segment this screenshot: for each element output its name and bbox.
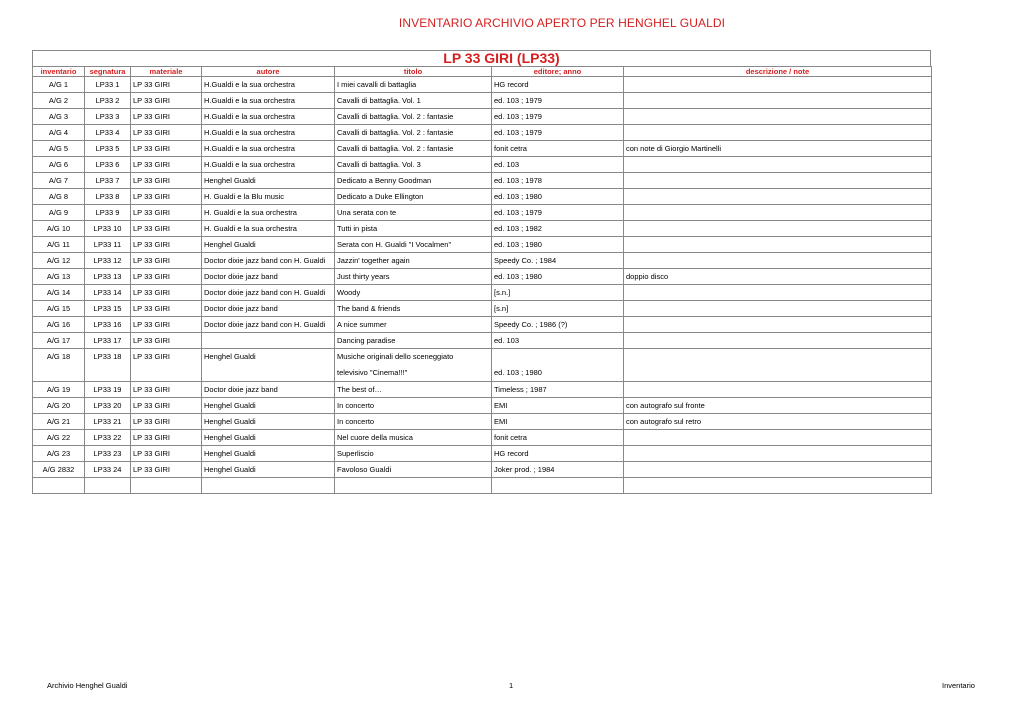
cell-note: con note di Giorgio Martinelli [624,141,932,157]
cell-editore-anno: [s.n] [492,301,624,317]
cell-inventario: A/G 20 [33,398,85,414]
cell-segnatura: LP33 21 [85,414,131,430]
table-row [33,253,932,269]
cell-materiale: LP 33 GIRI [131,317,202,333]
cell-titolo: Cavalli di battaglia. Vol. 3 [335,157,492,173]
cell-note [624,430,932,446]
cell-segnatura: LP33 10 [85,221,131,237]
cell-materiale: LP 33 GIRI [131,349,202,382]
table-row [33,301,932,317]
cell-titolo: Nel cuore della musica [335,430,492,446]
cell-note: con autografo sul retro [624,414,932,430]
cell-segnatura: LP33 19 [85,382,131,398]
table-row [33,157,932,173]
cell-editore-anno: ed. 103 ; 1978 [492,173,624,189]
cell-materiale: LP 33 GIRI [131,125,202,141]
cell-inventario: A/G 1 [33,77,85,93]
table-row [33,237,932,253]
cell-materiale: LP 33 GIRI [131,333,202,349]
cell-segnatura [85,478,131,494]
cell-note [624,237,932,253]
cell-inventario: A/G 17 [33,333,85,349]
cell-note [624,478,932,494]
table-row [33,382,932,398]
cell-segnatura: LP33 17 [85,333,131,349]
cell-inventario: A/G 9 [33,205,85,221]
cell-inventario [33,478,85,494]
cell-titolo [335,478,492,494]
footer-section: Inventario [942,681,975,690]
cell-segnatura: LP33 7 [85,173,131,189]
cell-titolo: Cavalli di battaglia. Vol. 1 [335,93,492,109]
cell-materiale: LP 33 GIRI [131,237,202,253]
cell-note [624,189,932,205]
cell-materiale: LP 33 GIRI [131,173,202,189]
column-header-materiale: materiale [131,67,202,77]
cell-editore-anno [492,349,624,382]
cell-autore: Henghel Gualdi [202,173,335,189]
cell-note: con autografo sul fronte [624,398,932,414]
cell-materiale: LP 33 GIRI [131,430,202,446]
cell-titolo: Woody [335,285,492,301]
cell-editore-anno: ed. 103 ; 1980 [492,189,624,205]
cell-inventario: A/G 10 [33,221,85,237]
cell-inventario: A/G 7 [33,173,85,189]
table-row [33,285,932,301]
cell-materiale: LP 33 GIRI [131,205,202,221]
cell-autore: H.Gualdi e la sua orchestra [202,141,335,157]
cell-segnatura: LP33 9 [85,205,131,221]
cell-materiale: LP 33 GIRI [131,221,202,237]
cell-titolo: Jazzin' together again [335,253,492,269]
cell-materiale [131,478,202,494]
cell-segnatura: LP33 18 [85,349,131,382]
column-header-descrizione-note: descrizione / note [624,67,932,77]
cell-autore: H. Gualdi e la sua orchestra [202,221,335,237]
table-row [33,125,932,141]
cell-note [624,253,932,269]
cell-note [624,317,932,333]
cell-line: televisivo "Cinema!!!" [337,368,408,377]
inventory-sheet [32,50,931,494]
cell-autore: Doctor dixie jazz band con H. Gualdi [202,253,335,269]
cell-segnatura: LP33 11 [85,237,131,253]
cell-materiale: LP 33 GIRI [131,462,202,478]
cell-titolo: Dedicato a Duke Ellington [335,189,492,205]
cell-materiale: LP 33 GIRI [131,446,202,462]
cell-note [624,301,932,317]
cell-segnatura: LP33 4 [85,125,131,141]
cell-inventario: A/G 4 [33,125,85,141]
cell-inventario: A/G 2832 [33,462,85,478]
cell-inventario: A/G 21 [33,414,85,430]
sheet-title: LP 33 GIRI (LP33) [443,50,560,66]
cell-materiale: LP 33 GIRI [131,398,202,414]
cell-materiale: LP 33 GIRI [131,93,202,109]
cell-autore: Doctor dixie jazz band [202,301,335,317]
cell-line: ed. 103 ; 1980 [494,368,542,377]
cell-editore-anno: [s.n.] [492,285,624,301]
cell-inventario: A/G 14 [33,285,85,301]
cell-materiale: LP 33 GIRI [131,157,202,173]
cell-editore-anno: EMI [492,414,624,430]
cell-editore-anno: ed. 103 ; 1980 [492,237,624,253]
column-header-segnatura: segnatura [85,67,131,77]
cell-autore: Doctor dixie jazz band [202,269,335,285]
table-row [33,430,932,446]
cell-note [624,285,932,301]
cell-materiale: LP 33 GIRI [131,109,202,125]
cell-segnatura: LP33 20 [85,398,131,414]
cell-materiale: LP 33 GIRI [131,189,202,205]
cell-materiale: LP 33 GIRI [131,253,202,269]
cell-line: Musiche originali dello sceneggiato [337,352,454,361]
cell-note [624,157,932,173]
table-row [33,109,932,125]
table-row [33,77,932,93]
cell-autore [202,478,335,494]
cell-inventario: A/G 6 [33,157,85,173]
cell-autore: H.Gualdi e la sua orchestra [202,93,335,109]
cell-editore-anno: ed. 103 ; 1982 [492,221,624,237]
cell-segnatura: LP33 13 [85,269,131,285]
table-row [33,269,932,285]
cell-note [624,93,932,109]
cell-titolo: Just thirty years [335,269,492,285]
cell-titolo: Superliscio [335,446,492,462]
cell-inventario: A/G 5 [33,141,85,157]
footer-archive-name: Archivio Henghel Gualdi [47,681,128,690]
cell-editore-anno: Speedy Co. ; 1984 [492,253,624,269]
cell-titolo: Dancing paradise [335,333,492,349]
cell-titolo [335,349,492,382]
cell-inventario: A/G 11 [33,237,85,253]
cell-segnatura: LP33 1 [85,77,131,93]
cell-line [494,349,621,365]
cell-editore-anno: ed. 103 [492,157,624,173]
cell-titolo: Cavalli di battaglia. Vol. 2 : fantasie [335,109,492,125]
cell-materiale: LP 33 GIRI [131,285,202,301]
cell-editore-anno: HG record [492,446,624,462]
cell-inventario: A/G 13 [33,269,85,285]
table-row [33,221,932,237]
cell-segnatura: LP33 22 [85,430,131,446]
cell-editore-anno: Joker prod. ; 1984 [492,462,624,478]
cell-editore-anno: Timeless ; 1987 [492,382,624,398]
cell-titolo: In concerto [335,398,492,414]
cell-note: doppio disco [624,269,932,285]
cell-autore: Doctor dixie jazz band con H. Gualdi [202,317,335,333]
cell-editore-anno: ed. 103 ; 1979 [492,205,624,221]
cell-inventario: A/G 12 [33,253,85,269]
cell-autore: Henghel Gualdi [202,349,335,382]
table-row [33,398,932,414]
cell-titolo: Una serata con te [335,205,492,221]
cell-editore-anno: fonit cetra [492,141,624,157]
cell-note [624,382,932,398]
cell-editore-anno: ed. 103 ; 1979 [492,109,624,125]
cell-note [624,446,932,462]
cell-inventario: A/G 3 [33,109,85,125]
footer-page-number: 1 [509,681,514,690]
table-row [33,173,932,189]
table-row [33,141,932,157]
table-row [33,446,932,462]
table-row [33,317,932,333]
cell-note [624,109,932,125]
cell-titolo: Serata con H. Gualdi "I Vocalmen" [335,237,492,253]
cell-titolo: Favoloso Gualdi [335,462,492,478]
column-header-editore-anno: editore; anno [492,67,624,77]
cell-editore-anno [492,478,624,494]
cell-autore: H.Gualdi e la sua orchestra [202,157,335,173]
cell-autore: H.Gualdi e la sua orchestra [202,77,335,93]
cell-titolo: Tutti in pista [335,221,492,237]
cell-autore: H. Gualdi e la Blu music [202,189,335,205]
cell-segnatura: LP33 23 [85,446,131,462]
cell-inventario: A/G 23 [33,446,85,462]
table-row [33,93,932,109]
cell-note [624,349,932,382]
cell-segnatura: LP33 24 [85,462,131,478]
table-row [33,478,932,494]
cell-titolo: The band & friends [335,301,492,317]
cell-autore: Henghel Gualdi [202,446,335,462]
cell-inventario: A/G 16 [33,317,85,333]
cell-editore-anno: ed. 103 ; 1979 [492,93,624,109]
cell-segnatura: LP33 8 [85,189,131,205]
cell-editore-anno: Speedy Co. ; 1986 (?) [492,317,624,333]
cell-editore-anno: EMI [492,398,624,414]
table-row [33,462,932,478]
cell-segnatura: LP33 15 [85,301,131,317]
cell-editore-anno: HG record [492,77,624,93]
table-row [33,349,932,382]
cell-segnatura: LP33 6 [85,157,131,173]
cell-autore: Doctor dixie jazz band con H. Gualdi [202,285,335,301]
cell-note [624,333,932,349]
cell-editore-anno: ed. 103 [492,333,624,349]
cell-inventario: A/G 19 [33,382,85,398]
cell-inventario: A/G 18 [33,349,85,382]
cell-inventario: A/G 8 [33,189,85,205]
cell-note [624,462,932,478]
cell-titolo: A nice summer [335,317,492,333]
cell-autore: Doctor dixie jazz band [202,382,335,398]
cell-editore-anno: ed. 103 ; 1980 [492,269,624,285]
cell-materiale: LP 33 GIRI [131,414,202,430]
cell-materiale: LP 33 GIRI [131,77,202,93]
cell-inventario: A/G 15 [33,301,85,317]
table-row [33,189,932,205]
cell-materiale: LP 33 GIRI [131,382,202,398]
cell-note [624,125,932,141]
cell-materiale: LP 33 GIRI [131,269,202,285]
cell-segnatura: LP33 5 [85,141,131,157]
cell-autore: Henghel Gualdi [202,398,335,414]
cell-segnatura: LP33 14 [85,285,131,301]
cell-titolo: Cavalli di battaglia. Vol. 2 : fantasie [335,141,492,157]
cell-autore [202,333,335,349]
cell-titolo: Dedicato a Benny Goodman [335,173,492,189]
column-header-titolo: titolo [335,67,492,77]
cell-segnatura: LP33 16 [85,317,131,333]
cell-autore: Henghel Gualdi [202,430,335,446]
cell-titolo: I miei cavalli di battaglia [335,77,492,93]
page-title: INVENTARIO ARCHIVIO APERTO PER HENGHEL GUALDI [398,16,726,30]
cell-segnatura: LP33 12 [85,253,131,269]
column-header-autore: autore [202,67,335,77]
inventory-table [32,66,932,494]
cell-note [624,77,932,93]
cell-inventario: A/G 2 [33,93,85,109]
cell-inventario: A/G 22 [33,430,85,446]
column-header-inventario: inventario [33,67,85,77]
cell-materiale: LP 33 GIRI [131,301,202,317]
cell-autore: Henghel Gualdi [202,414,335,430]
cell-segnatura: LP33 2 [85,93,131,109]
cell-autore: Henghel Gualdi [202,237,335,253]
sheet-title-row [32,50,931,66]
cell-titolo: The best of… [335,382,492,398]
cell-editore-anno: fonit cetra [492,430,624,446]
cell-materiale: LP 33 GIRI [131,141,202,157]
cell-editore-anno: ed. 103 ; 1979 [492,125,624,141]
table-row [33,205,932,221]
cell-note [624,173,932,189]
cell-autore: H. Gualdi e la sua orchestra [202,205,335,221]
cell-note [624,221,932,237]
cell-titolo: Cavalli di battaglia. Vol. 2 : fantasie [335,125,492,141]
cell-autore: H.Gualdi e la sua orchestra [202,125,335,141]
table-header-row [33,67,932,77]
table-row [33,333,932,349]
table-row [33,414,932,430]
cell-titolo: In concerto [335,414,492,430]
cell-note [624,205,932,221]
cell-segnatura: LP33 3 [85,109,131,125]
cell-autore: Henghel Gualdi [202,462,335,478]
cell-autore: H.Gualdi e la sua orchestra [202,109,335,125]
